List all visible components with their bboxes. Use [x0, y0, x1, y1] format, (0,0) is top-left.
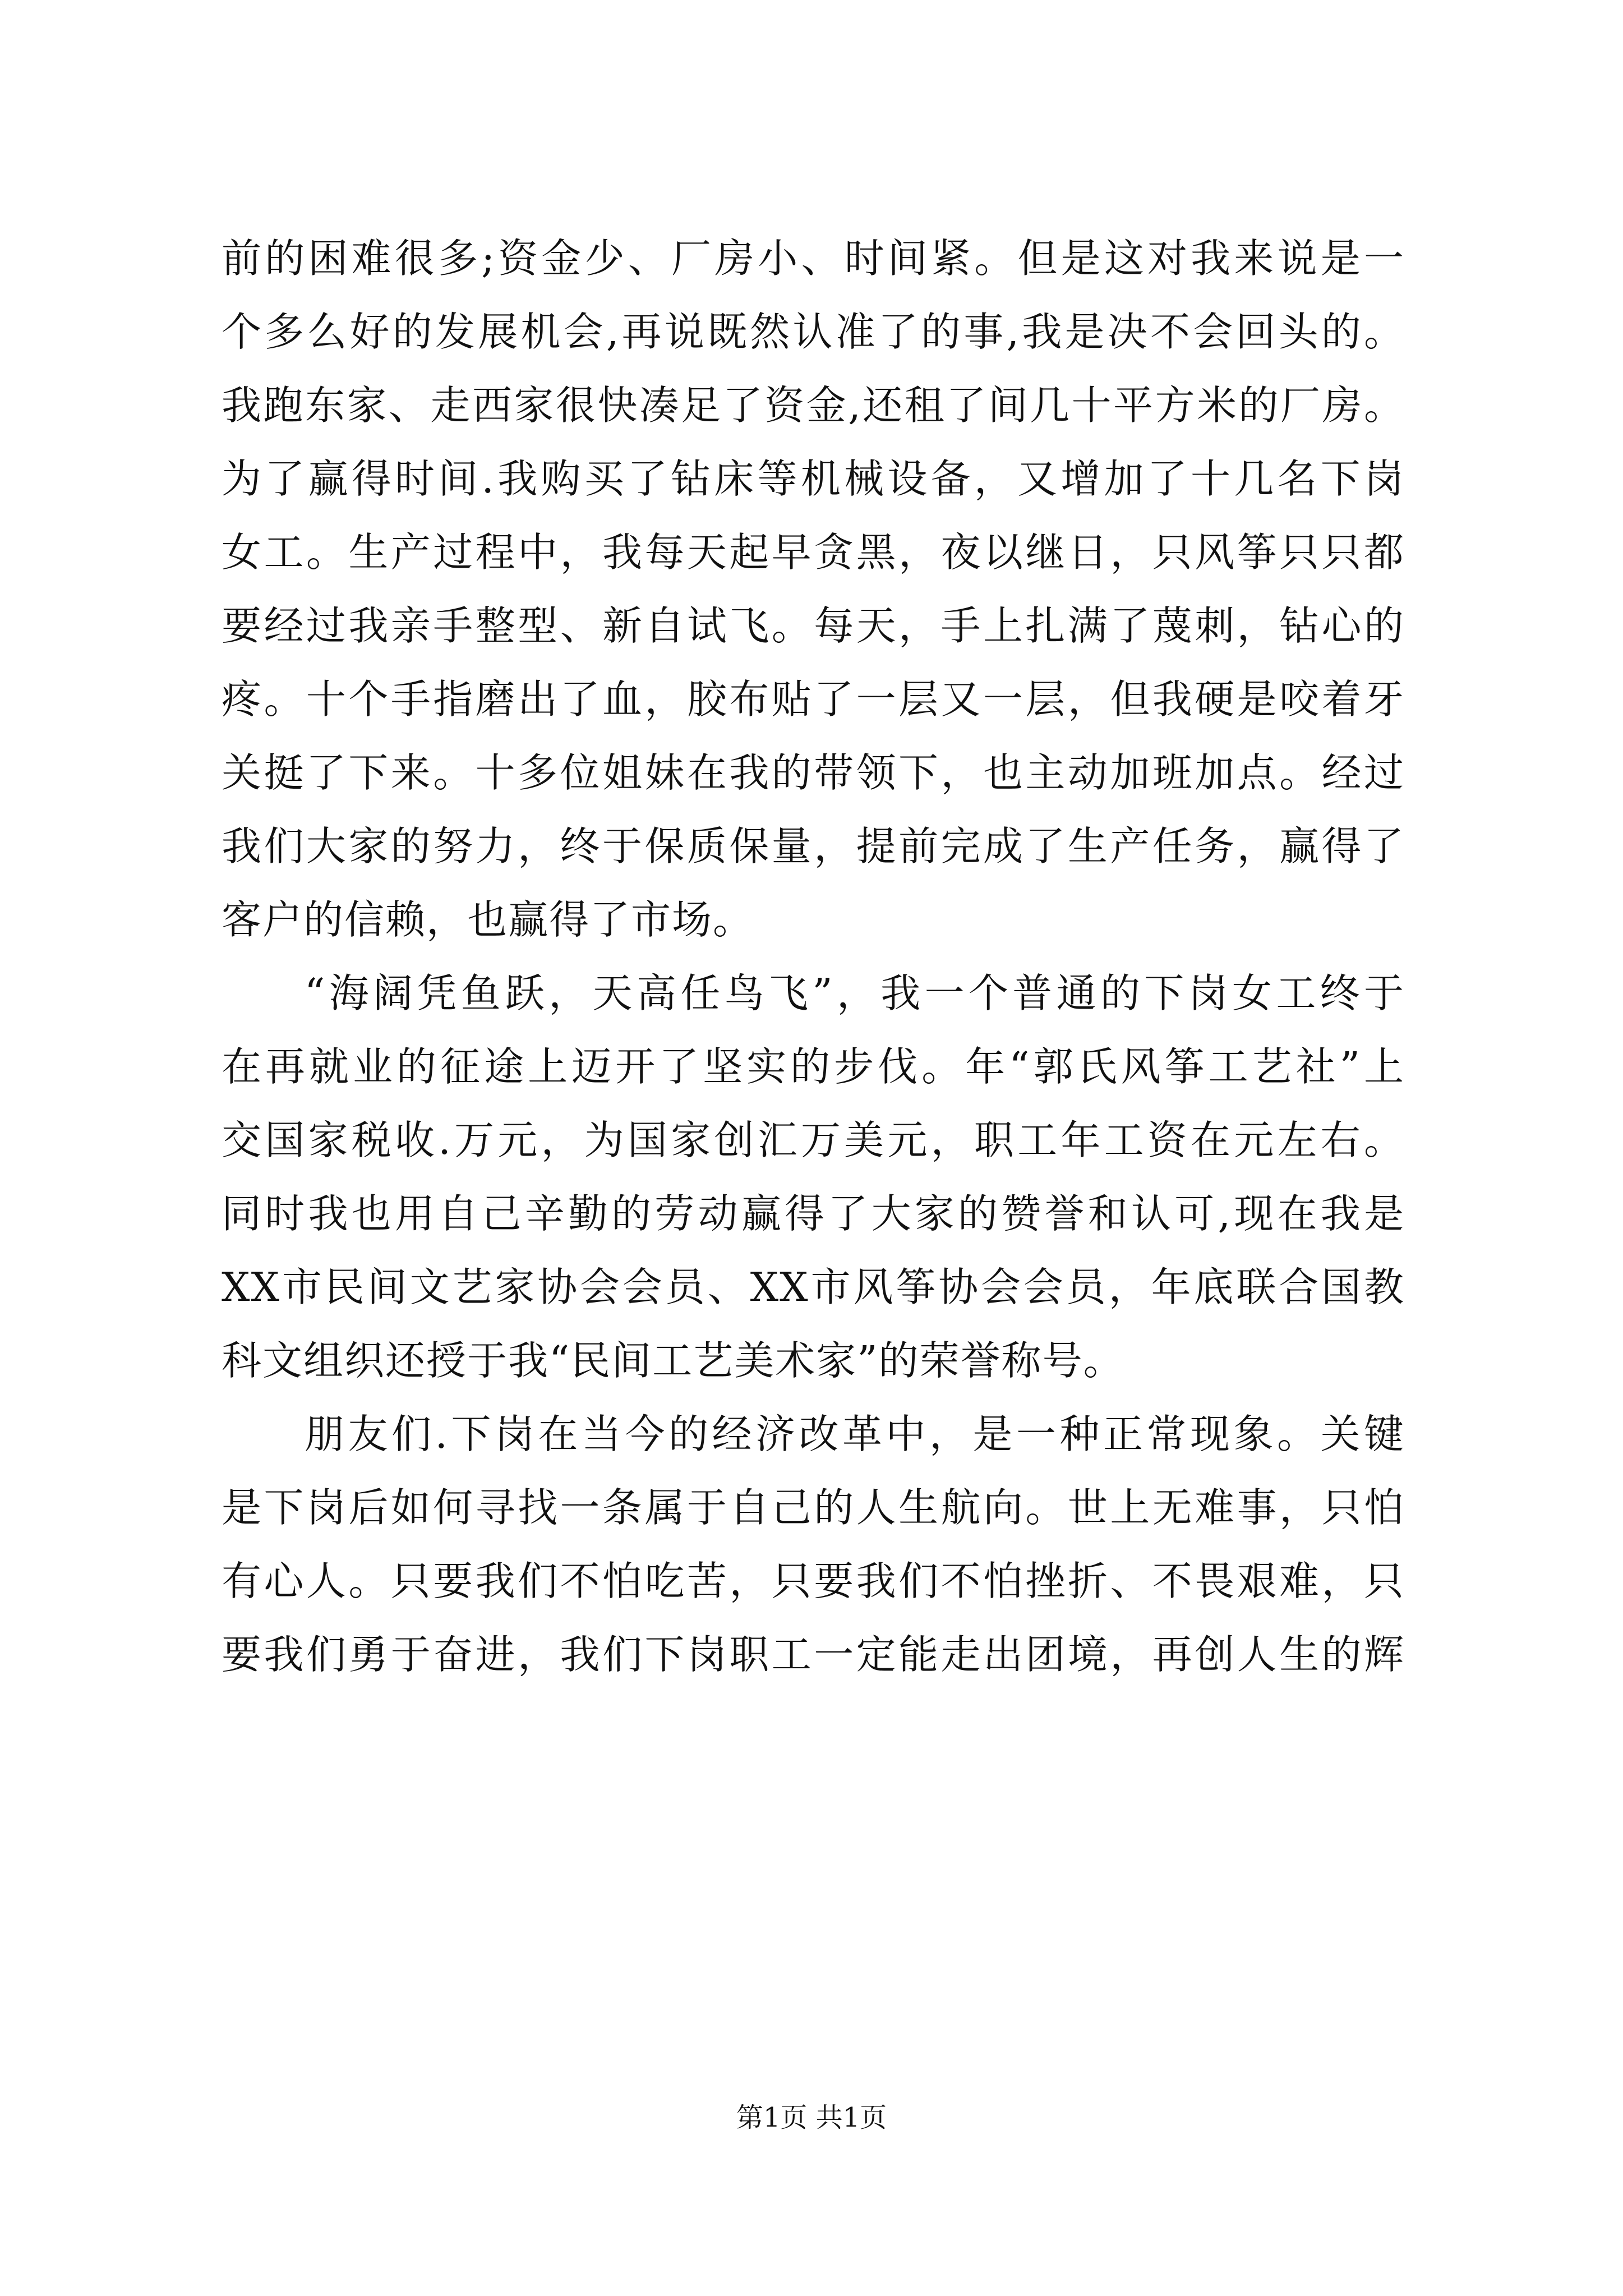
text-line: “海阔凭鱼跃，天高任鸟飞”，我一个普通的下岗女工终于 — [305, 970, 1405, 1016]
text-line: 前的困难很多;资金少、厂房小、时间紧。但是这对我来说是一 — [222, 235, 1405, 282]
text-line: 女工。生产过程中，我每天起早贪黑，夜以继日，只风筝只只都 — [222, 529, 1405, 576]
text-line: 疼。十个手指磨出了血，胶布贴了一层又一层，但我硬是咬着牙 — [222, 676, 1405, 723]
text-line: 有心人。只要我们不怕吃苦，只要我们不怕挫折、不畏艰难，只 — [222, 1558, 1405, 1604]
text-line: 朋友们.下岗在当今的经济改革中，是一种正常现象。关键 — [305, 1411, 1405, 1457]
text-line: 同时我也用自己辛勤的劳动赢得了大家的赞誉和认可,现在我是 — [222, 1190, 1405, 1237]
text-line: 在再就业的征途上迈开了坚实的步伐。年“郭氏风筝工艺社”上 — [222, 1043, 1405, 1090]
text-line: 为了赢得时间.我购买了钻床等机械设备，又增加了十几名下岗 — [222, 455, 1405, 502]
text-line: 科文组织还授于我“民间工艺美术家”的荣誉称号。 — [222, 1337, 1124, 1384]
text-line: 是下岗后如何寻找一条属于自己的人生航向。世上无难事，只怕 — [222, 1484, 1405, 1531]
page-number: 第1页 共1页 — [736, 2102, 887, 2133]
page-footer — [0, 2101, 1623, 2134]
text-line: 交国家税收.万元，为国家创汇万美元，职工年工资在元左右。 — [222, 1117, 1405, 1163]
text-line: 关挺了下来。十多位姐妹在我的带领下，也主动加班加点。经过 — [222, 749, 1405, 796]
document-body — [222, 222, 1405, 1691]
text-line: 客户的信赖，也赢得了市场。 — [222, 896, 754, 943]
text-line: 我跑东家、走西家很快凑足了资金,还租了间几十平方米的厂房。 — [222, 382, 1405, 429]
text-line: 个多么好的发展机会,再说既然认准了的事,我是决不会回头的。 — [222, 309, 1405, 355]
paragraph-3 — [222, 1397, 1405, 1691]
paragraph-2 — [222, 956, 1405, 1397]
paragraph-1 — [222, 222, 1405, 956]
text-line: XX市民间文艺家协会会员、XX市风筝协会会员，年底联合国教 — [222, 1264, 1405, 1310]
text-line: 要我们勇于奋进，我们下岗职工一定能走出团境，再创人生的辉 — [222, 1631, 1405, 1678]
text-line: 要经过我亲手整型、新自试飞。每天，手上扎满了蔑刺，钻心的 — [222, 602, 1405, 649]
text-line: 我们大家的努力，终于保质保量，提前完成了生产任务，赢得了 — [222, 823, 1405, 869]
